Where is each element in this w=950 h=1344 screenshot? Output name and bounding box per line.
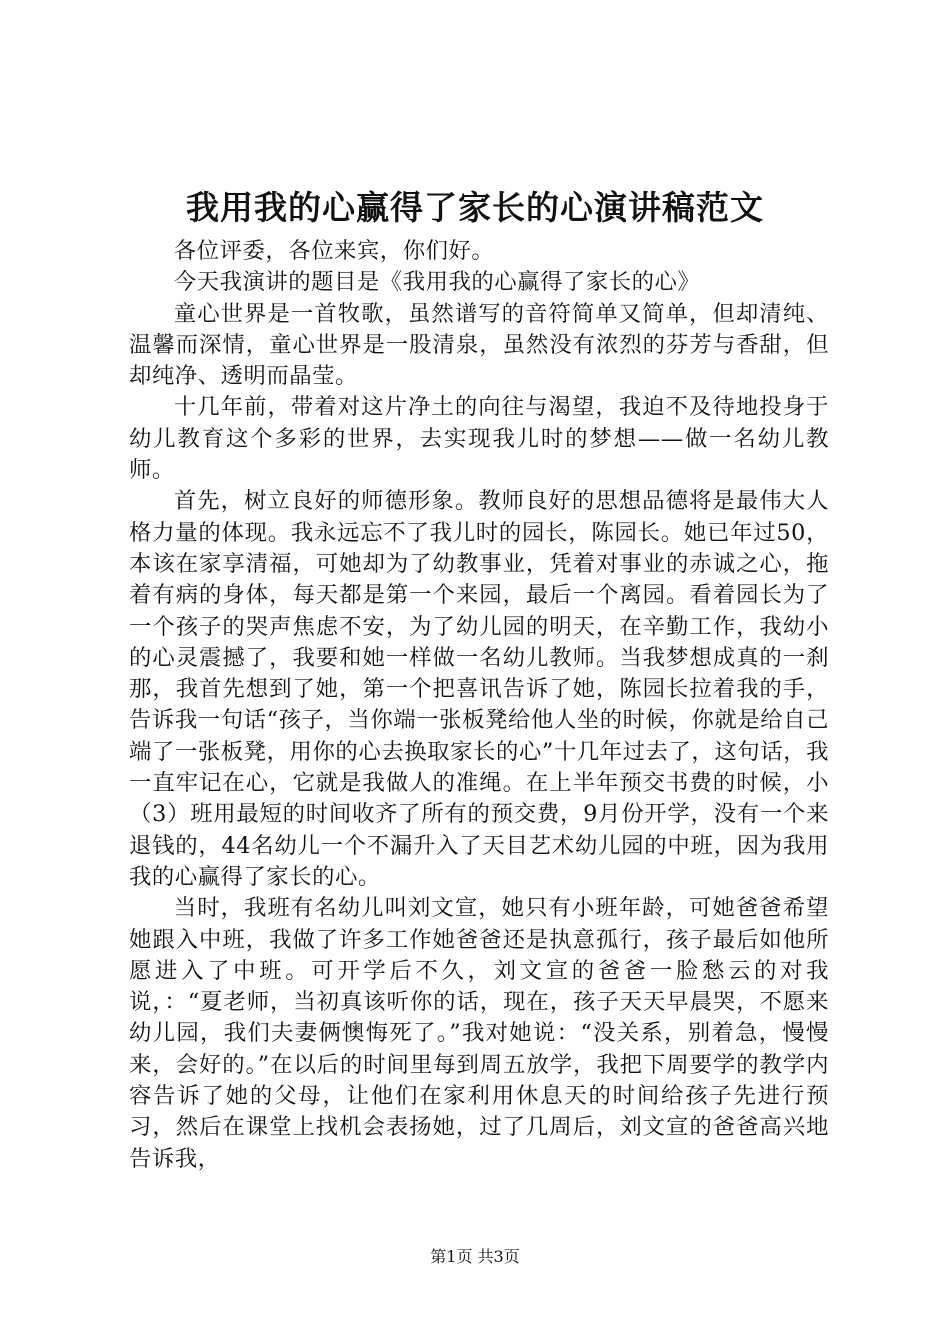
paragraph-topic: 今天我演讲的题目是《我用我的心赢得了家长的心》 bbox=[173, 269, 701, 296]
document-title: 我用我的心赢得了家长的心演讲稿范文 bbox=[186, 188, 764, 227]
paragraph-teacher-ethics: 首先，树立良好的师德形象。教师良好的思想品德将是最伟大人格力量的体现。我永远忘不了我儿时的园长，陈园长。她已年过50，本该在家享清福，可她却为了幼教事业，凭着对事业的赤诚之心，拖着有病的身体，每天都是第一个来园，最后一个离园。看着园长为了一个孩子的哭声焦虑不安，为了幼儿园的明天，在辛勤工作，我幼小的心灵震撼了，我要和她一样做一名幼儿教师。当我梦想成真的一刹那，我首先想到了她，第一个把喜讯告诉了她，陈园长拉着我的手，告诉我一句话“孩子，当你端一张板凳给他人坐的时候，你就是给自己端了一张板凳，用你的心去换取家长的心”十几年过去了，这句话，我一直牢记在心，它就是我做人的准绳。在上半年预交书费的时候，小（3）班用最短的时间收齐了所有的预交费，9月份开学，没有一个来退钱的，44名幼儿一个不漏升入了天目艺术幼儿园的中班，因为我用我的心赢得了家长的心。 bbox=[129, 488, 829, 890]
document-body bbox=[129, 236, 829, 1175]
paragraph-ten-years-ago: 十几年前，带着对这片净土的向往与渴望，我迫不及待地投身于幼儿教育这个多彩的世界，去实现我儿时的梦想——做一名幼儿教师。 bbox=[129, 394, 829, 484]
paragraph-childhood-world: 童心世界是一首牧歌，虽然谱写的音符简单又简单，但却清纯、温馨而深情，童心世界是一股清泉，虽然没有浓烈的芬芳与香甜，但却纯净、透明而晶莹。 bbox=[129, 300, 829, 390]
page-footer: 第1页 共3页 bbox=[430, 1247, 520, 1266]
paragraph-greeting: 各位评委，各位来宾，你们好。 bbox=[173, 238, 495, 264]
paragraph-liu-wenxuan: 当时，我班有名幼儿叫刘文宣，她只有小班年龄，可她爸爸希望她跟入中班，我做了许多工作她爸爸还是执意孤行，孩子最后如他所愿进入了中班。可开学后不久，刘文宣的爸爸一脸愁云的对我说，：“夏老师，当初真该听你的话，现在，孩子天天早晨哭，不愿来幼儿园，我们夫妻俩懊悔死了。”我对她说：“没关系，别着急，慢慢来，会好的。”在以后的时间里每到周五放学，我把下周要学的教学内容告诉了她的父母，让他们在家利用休息天的时间给孩子先进行预习，然后在课堂上找机会表扬她，过了几周后，刘文宣的爸爸高兴地告诉我， bbox=[129, 895, 829, 1172]
